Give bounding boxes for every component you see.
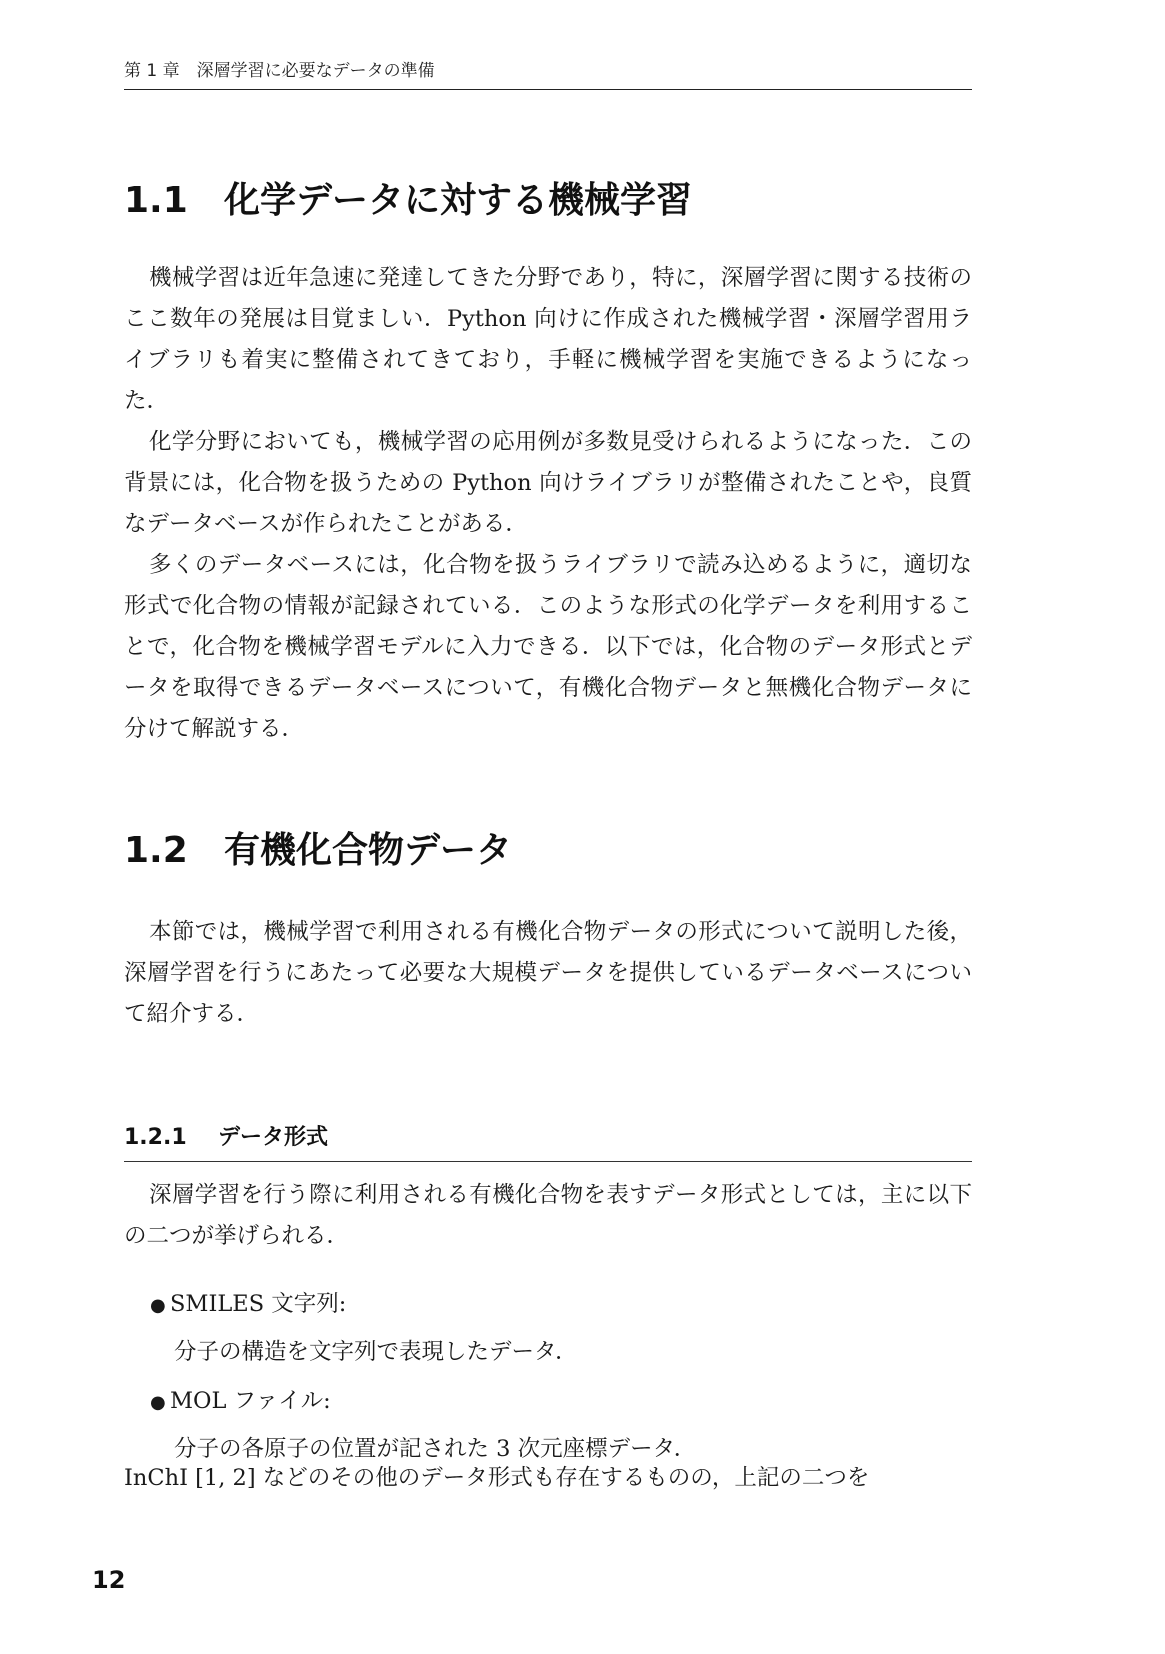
section-number: 1.2 (124, 830, 188, 871)
section-title-1-1 (124, 172, 692, 223)
paragraph: 多くのデータベースには，化合物を扱うライブラリで読み込めるように，適切な形式で化合物の情報が記録されている．このような形式の化学データを利用することで，化合物を機械学習モデルに入力できる．以下では，化合物のデータ形式とデータを取得できるデータベースについて，有機化合物データと無機化合物データに分けて解説する． (124, 552, 972, 742)
bullet-icon: ● (150, 1295, 166, 1316)
page-number: 12 (92, 1566, 126, 1594)
section-title-1-2 (124, 822, 512, 873)
list-item-desc: 分子の各原子の位置が記された 3 次元座標データ． (174, 1436, 697, 1462)
paragraph: 機械学習は近年急速に発達してきた分野であり，特に，深層学習に関する技術のここ数年の発展は目覚ましい．Python 向けに作成された機械学習・深層学習用ライブラリも着実に整備されてきており，手軽に機械学習を実施できるようになった． (124, 265, 972, 414)
list-item-desc: 分子の構造を文字列で表現したデータ． (174, 1339, 578, 1365)
paragraph: 本節では，機械学習で利用される有機化合物データの形式について説明した後，深層学習を行うにあたって必要な大規模データを提供しているデータベースについて紹介する． (124, 919, 972, 1027)
section-number: 1.1 (124, 180, 188, 221)
bullet-icon: ● (150, 1392, 166, 1413)
paragraph: 化学分野においても，機械学習の応用例が多数見受けられるようになった．この背景には，化合物を扱うための Python 向けライブラリが整備されたことや，良質なデータベースが作られたことがある． (124, 429, 972, 537)
list-item (150, 1381, 950, 1470)
paragraph: 深層学習を行う際に利用される有機化合物を表すデータ形式としては，主に以下の二つが挙げられる． (124, 1182, 972, 1249)
section-title-text: 化学データに対する機械学習 (224, 180, 693, 221)
format-list (150, 1284, 950, 1470)
subsection-title-text: データ形式 (218, 1125, 329, 1150)
subsection-title-1-2-1 (124, 1120, 972, 1162)
list-item-term: SMILES 文字列: (170, 1291, 347, 1317)
paragraph: InChI [1, 2] などのその他のデータ形式も存在するものの，上記の二つを (124, 1465, 870, 1491)
list-item-term: MOL ファイル: (170, 1388, 331, 1414)
running-head: 第 1 章 深層学習に必要なデータの準備 (124, 56, 972, 90)
section-title-text: 有機化合物データ (224, 830, 513, 871)
list-item (150, 1284, 950, 1373)
subsection-number: 1.2.1 (124, 1125, 187, 1150)
